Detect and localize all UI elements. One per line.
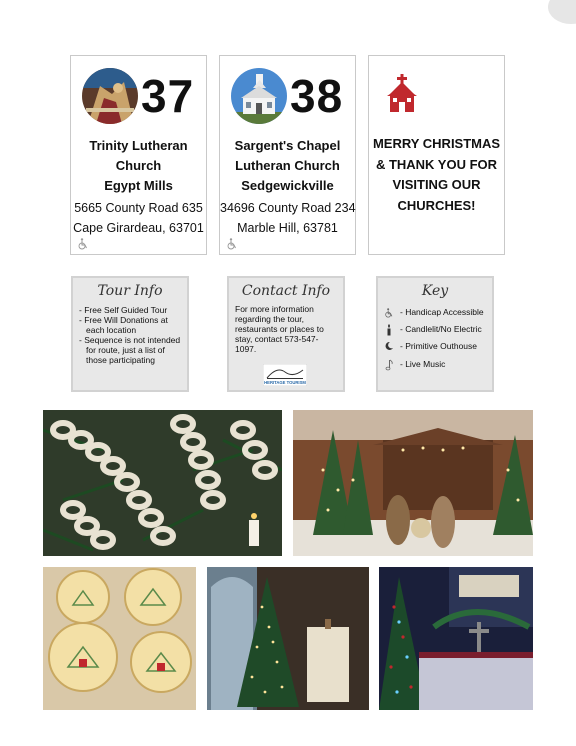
photo-altar-lights <box>379 567 533 710</box>
church-name-line: Lutheran Church <box>235 158 340 173</box>
key-box <box>376 276 494 392</box>
thank-you-message <box>369 134 504 216</box>
key-label: - Primitive Outhouse <box>400 341 477 351</box>
church-address <box>220 198 355 238</box>
key-item <box>384 359 492 373</box>
church-card-38 <box>219 55 356 255</box>
church-number: 38 <box>290 70 344 122</box>
address-line: 34696 County Road 234 <box>220 201 356 215</box>
key-item <box>384 324 492 338</box>
church-number: 37 <box>141 70 195 122</box>
address-line: 5665 County Road 635 <box>74 201 203 215</box>
church-photo-37 <box>82 68 138 124</box>
address-line: Cape Girardeau, 63701 <box>73 221 204 235</box>
church-address <box>71 198 206 238</box>
tour-info-list <box>79 305 187 365</box>
contact-info-box <box>227 276 345 392</box>
church-card-37 <box>70 55 207 255</box>
photo-nativity-scene <box>293 410 533 556</box>
message-line: CHURCHES! <box>397 197 476 213</box>
list-item: - Free Will Donations at each location <box>79 315 168 335</box>
church-photo-38 <box>231 68 287 124</box>
wheelchair-icon <box>384 307 400 321</box>
church-icon <box>384 74 420 114</box>
church-name-line: Sargent's Chapel <box>234 138 341 153</box>
wheelchair-icon <box>226 238 238 250</box>
church-name <box>220 136 355 196</box>
church-location: Sedgewickville <box>241 178 334 193</box>
photo-christmas-tree-banner <box>207 567 369 710</box>
key-label: - Live Music <box>400 359 446 369</box>
tour-info-box <box>71 276 189 392</box>
church-name-line: Church <box>115 158 162 173</box>
corner-tab <box>548 0 576 24</box>
church-name <box>71 136 206 196</box>
key-label: - Handicap Accessible <box>400 307 484 317</box>
photo-church-cookies <box>43 567 196 710</box>
candle-icon <box>384 324 400 338</box>
message-line: & THANK YOU FOR <box>375 156 498 172</box>
thank-you-card <box>368 55 505 255</box>
key-label: - Candlelit/No Electric <box>400 324 482 334</box>
wheelchair-icon <box>77 238 89 250</box>
contact-info-title: Contact Info <box>241 283 331 299</box>
heritage-tourism-logo <box>263 364 307 386</box>
message-line: MERRY CHRISTMAS <box>372 136 501 151</box>
list-item: - Free Self Guided Tour <box>79 305 168 315</box>
music-note-icon <box>384 359 400 373</box>
contact-info-text: For more information regarding the tour, restaurants or places to stay, contact 573-547-1097. <box>235 304 324 354</box>
tour-info-title: Tour Info <box>97 283 163 299</box>
church-name-line: Trinity Lutheran <box>89 138 188 153</box>
list-item: - Sequence is not intended for route, just a list of those participating <box>79 335 181 365</box>
logo-text: HERITAGE TOURISM <box>264 380 306 385</box>
photo-paper-chain-tree <box>43 410 282 556</box>
key-title: Key <box>421 283 449 299</box>
church-location: Egypt Mills <box>104 178 173 193</box>
key-item <box>384 307 492 321</box>
key-item <box>384 341 492 353</box>
message-line: VISITING OUR <box>392 177 481 192</box>
moon-icon <box>384 341 400 353</box>
address-line: Marble Hill, 63781 <box>237 221 338 235</box>
